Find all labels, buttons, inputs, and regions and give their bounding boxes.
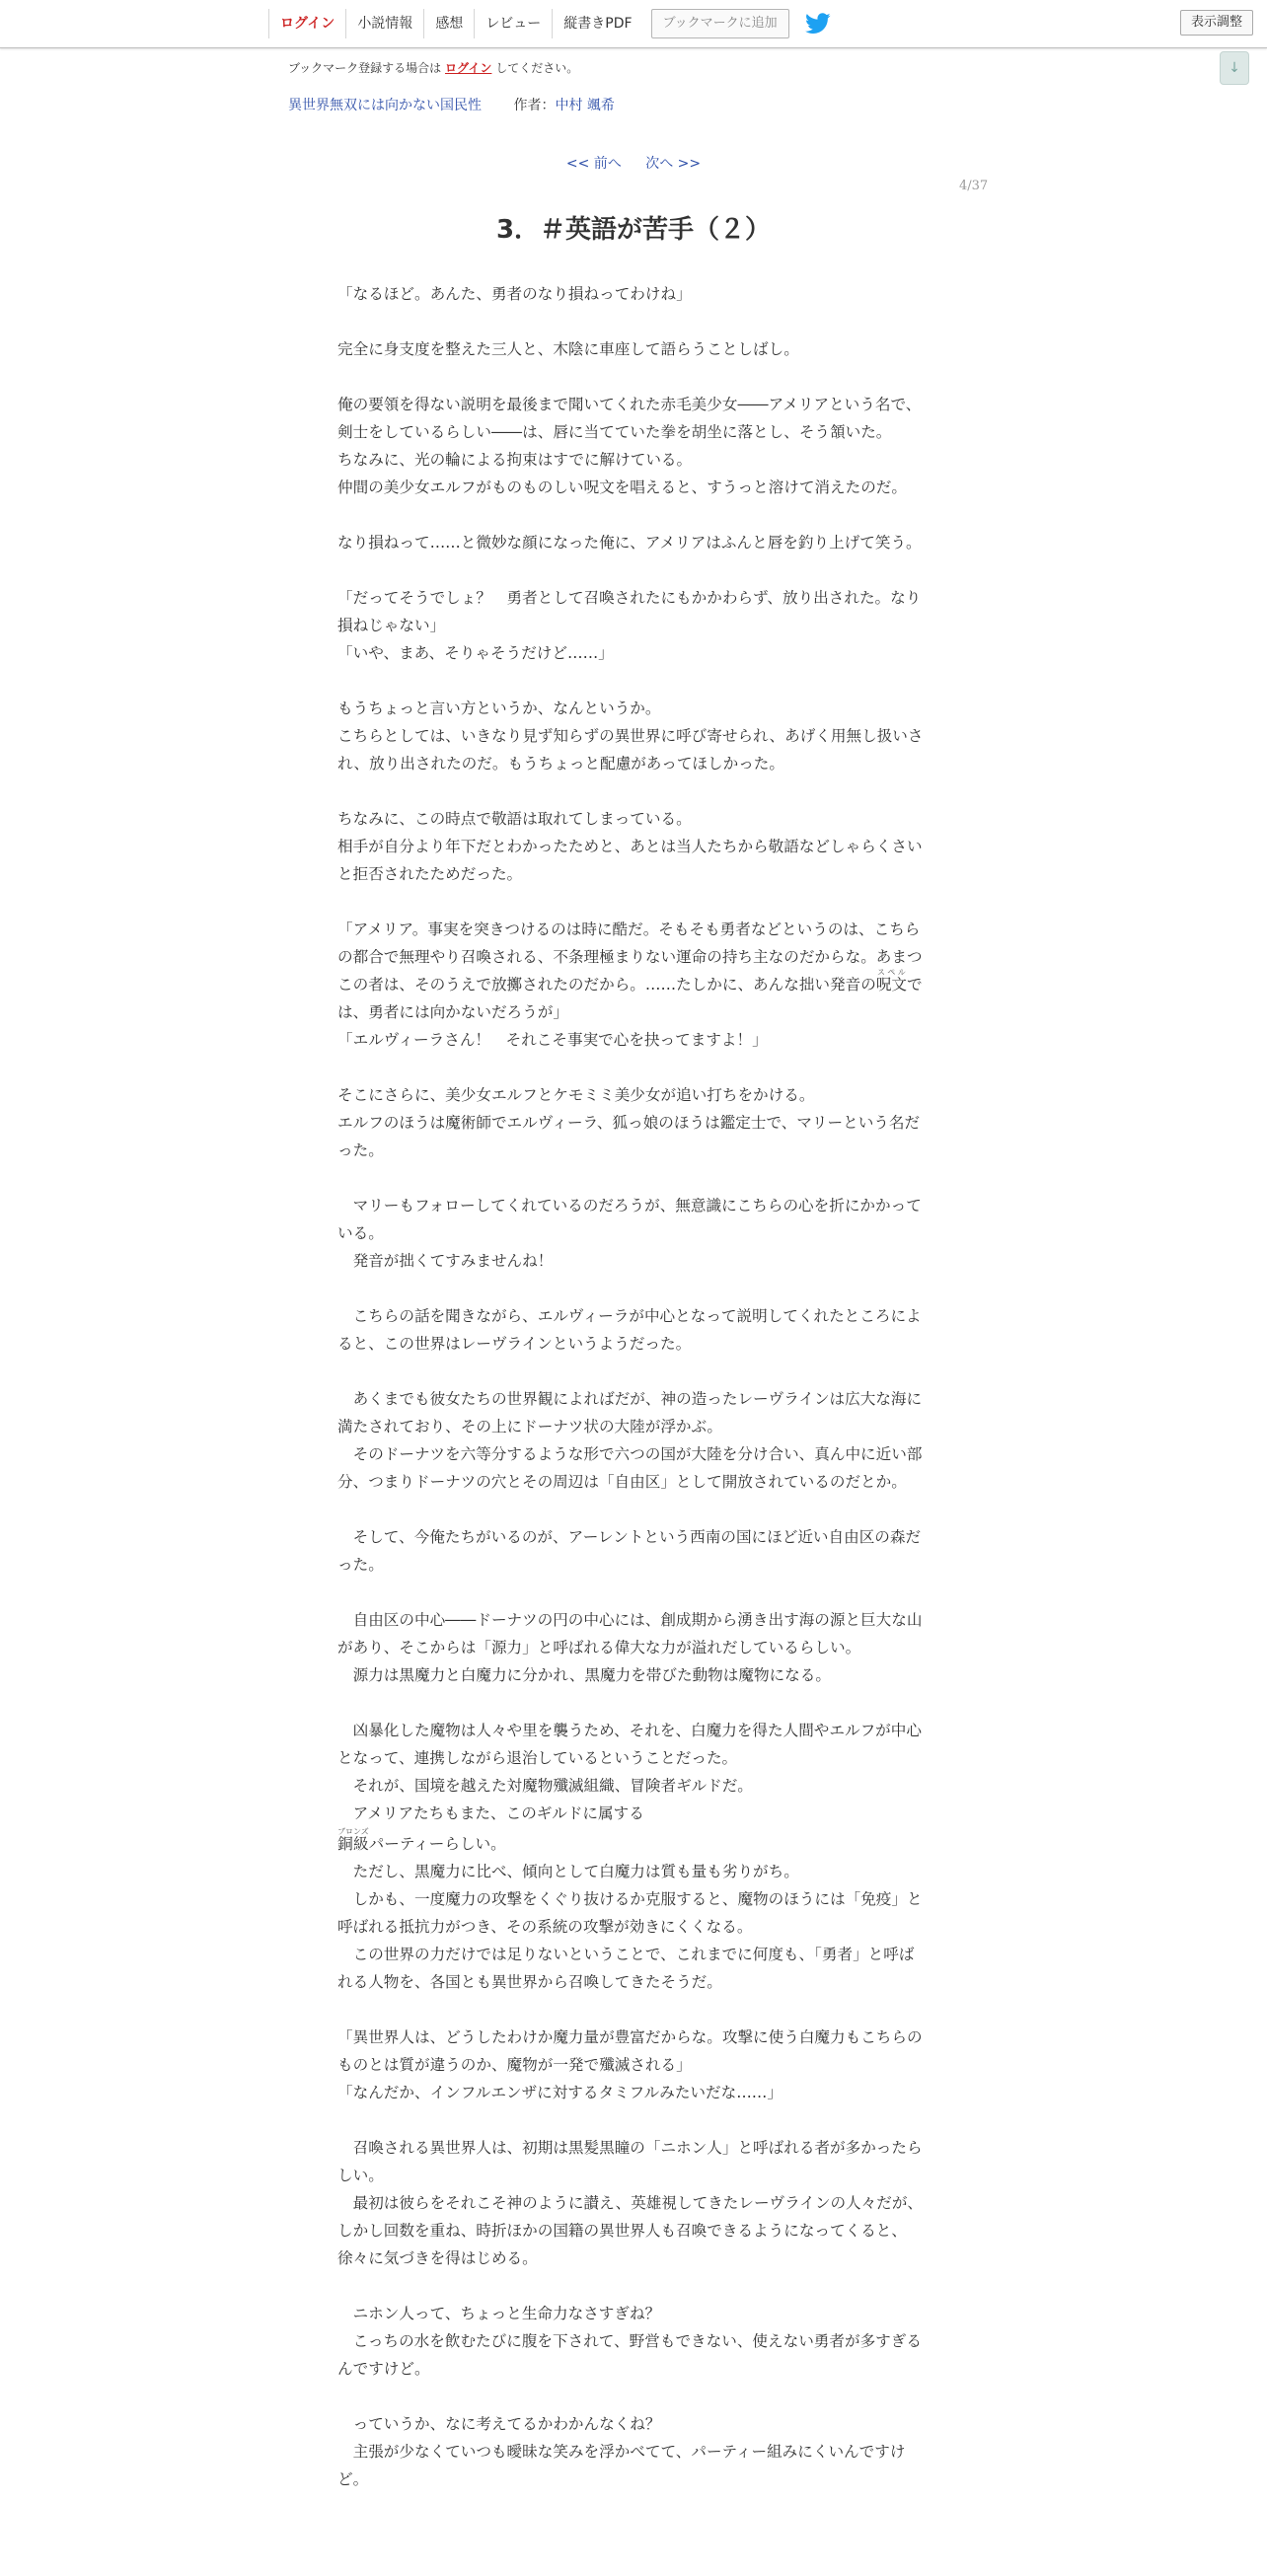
- paragraph-text: 「アメリア。事実を突きつけるのは時に酷だ。そもそも勇者などというのは、こちらの都合で無理やり召喚される、不条理極まりない運命の持ち主なのだからな。あまつこの者は、そのうえで放擲されたのだから。……たしかに、あんな拙い発音の: [337, 920, 923, 994]
- ruby-base: 呪文: [875, 976, 907, 994]
- paragraph: っていうか、なに考えてるかわかんなくね？: [337, 2415, 661, 2433]
- add-bookmark-button[interactable]: ブックマークに追加: [651, 9, 789, 38]
- paragraph: [337, 1054, 926, 1081]
- paragraph: もうちょっと言い方というか、なんというか。: [337, 699, 661, 717]
- paragraph-with-ruby: [337, 916, 926, 1026]
- paragraph: 「だってそうでしょ？ 勇者として召喚されたにもかかわらず、放り出された。なり損ねじゃない」: [337, 589, 922, 634]
- paragraph: ニホン人って、ちょっと生命力なさすぎね？: [337, 2305, 661, 2322]
- paragraph: そのドーナツを六等分するような形で六つの国が大陸を分け合い、真ん中に近い部分、つまりドーナツの穴とその周辺は「自由区」として開放されているのだとか。: [337, 1445, 923, 1491]
- paragraph: ちなみに、この時点で敬語は取れてしまっている。: [337, 810, 692, 828]
- nav-impressions[interactable]: 感想: [423, 9, 474, 38]
- top-nav: [268, 0, 831, 47]
- site-header: [0, 0, 1267, 48]
- paragraph: [337, 556, 926, 584]
- paragraph: なり損ねって……と微妙な顔になった俺に、アメリアはふんと唇を釣り上げて笑う。: [337, 534, 922, 552]
- paragraph: [337, 2272, 926, 2300]
- paragraph: 源力は黒魔力と白魔力に分かれ、黒魔力を帯びた動物は魔物になる。: [337, 1666, 831, 1684]
- author-label: 作者：: [513, 98, 556, 113]
- paragraph: [337, 888, 926, 916]
- paragraph-text-tail: では、勇者には向かないだろうが」: [337, 976, 923, 1021]
- paragraph: アメリアたちもまた、このギルドに属する: [337, 1804, 644, 1822]
- paragraph: 凶暴化した魔物は人々や里を襲うため、それを、白魔力を得た人間やエルフが中心となって、連携しながら退治しているということだった。: [337, 1722, 922, 1767]
- paragraph: ただし、黒魔力に比べ、傾向として白魔力は質も量も劣りがち。: [337, 1863, 799, 1880]
- page-count: 4/37: [959, 179, 989, 193]
- paragraph: [337, 1579, 926, 1606]
- notice-suffix: してください。: [495, 61, 579, 75]
- paragraph: [337, 1164, 926, 1192]
- paragraph: あくまでも彼女たちの世界観によればだが、神の造ったレーヴラインは広大な海に満たされており、その上にドーナツ状の大陸が浮かぶ。: [337, 1390, 923, 1435]
- nav-review[interactable]: レビュー: [474, 9, 552, 38]
- novel-info: [288, 95, 615, 114]
- paragraph: 「異世界人は、どうしたわけか魔力量が豊富だからな。攻撃に使う白魔力もこちらのものとは質が違うのか、魔物が一発で殲滅される」: [337, 2028, 923, 2074]
- paragraph: [337, 2548, 926, 2576]
- paragraph: 仲間の美少女エルフがものものしい呪文を唱えると、すうっと溶けて消えたのだ。: [337, 478, 907, 496]
- nav-vertical-pdf[interactable]: 縦書きPDF: [552, 9, 642, 38]
- author-link[interactable]: 中村 颯希: [555, 98, 615, 113]
- paragraph: この世界の力だけでは足りないということで、これまでに何度も、「勇者」と呼ばれる人物を、各国とも異世界から召喚してきたそうだ。: [337, 1946, 915, 1991]
- paragraph: そこにさらに、美少女エルフとケモミミ美少女が追い打ちをかける。: [337, 1086, 815, 1104]
- paragraph-text-tail: パーティーらしい。: [368, 1835, 506, 1853]
- next-link[interactable]: 次へ >>: [645, 156, 702, 172]
- paragraph: 「なるほど。あんた、勇者のなり損ねってわけね」: [337, 285, 692, 303]
- paragraph: ちなみに、光の輪による拘束はすでに解けている。: [337, 451, 693, 469]
- paragraph: エルフのほうは魔術師でエルヴィーラ、狐っ娘のほうは鑑定士で、マリーという名だった。: [337, 1114, 921, 1159]
- paragraph: 完全に身支度を整えた三人と、木陰に車座して語らうことしばし。: [337, 340, 799, 358]
- bookmark-notice: [288, 59, 578, 76]
- chapter-title: 3．＃英語が苦手（２）: [495, 215, 772, 245]
- paragraph: マリーもフォローしてくれているのだろうが、無意識にこちらの心を折にかかっている。: [337, 1197, 922, 1242]
- paragraph: [337, 1996, 926, 2024]
- paragraph: [337, 1496, 926, 1523]
- paragraph: 「エルヴィーラさん！ それこそ事実で心を抉ってますよ！」: [337, 1031, 768, 1049]
- twitter-icon[interactable]: [805, 13, 831, 35]
- display-settings-button[interactable]: 表示調整: [1180, 10, 1253, 36]
- paragraph: [337, 2521, 926, 2548]
- prev-link[interactable]: << 前へ: [565, 156, 622, 172]
- nav-novel-info[interactable]: 小説情報: [345, 9, 423, 38]
- paragraph-with-ruby: [337, 1827, 926, 1858]
- paragraph: [337, 501, 926, 529]
- paragraph: [337, 1689, 926, 1717]
- ruby-base: 銅級: [337, 1835, 369, 1853]
- notice-login-link[interactable]: ログイン: [445, 61, 492, 75]
- ruby-reading: スペル: [875, 968, 907, 977]
- paragraph: [337, 777, 926, 805]
- paragraph: それが、国境を越えた対魔物殲滅組織、冒険者ギルドだ。: [337, 1777, 753, 1795]
- ruby-spell: [875, 968, 907, 994]
- paragraph: 「なんだか、インフルエンザに対するタミフルみたいだな……」: [337, 2084, 783, 2101]
- paragraph: こちらとしては、いきなり見ず知らずの異世界に呼び寄せられ、あげく用無し扱いされ、放り出されたのだ。もうちょっと配慮があってほしかった。: [337, 727, 924, 773]
- chapter-body: [337, 280, 926, 2576]
- ruby-bronze: [337, 1827, 369, 1853]
- paragraph: 召喚される異世界人は、初期は黒髪黒瞳の「ニホン人」と呼ばれる者が多かったらしい。: [337, 2139, 923, 2184]
- paragraph: 発音が拙くてすみませんね！: [337, 1252, 554, 1270]
- paragraph: こっちの水を飲むたびに腹を下されて、野営もできない、使えない勇者が多すぎるんですけど。: [337, 2332, 922, 2378]
- paragraph: 「いや、まあ、そりゃそうだけど……」: [337, 644, 614, 662]
- paragraph: 俺の要領を得ない説明を最後まで聞いてくれた赤毛美少女――アメリアという名で、剣士をしているらしい――は、唇に当てていた拳を胡坐に落とし、そう頷いた。: [337, 396, 922, 441]
- paragraph: 自由区の中心――ドーナツの円の中心には、創成期から湧き出す海の源と巨大な山があり、そこからは「源力」と呼ばれる偉大な力が溢れだしているらしい。: [337, 1611, 923, 1656]
- ruby-reading: ブロンズ: [337, 1827, 369, 1836]
- nav-login[interactable]: ログイン: [268, 9, 345, 38]
- paragraph: そして、今俺たちがいるのが、アーレントという西南の国にほど近い自由区の森だった。: [337, 1528, 922, 1574]
- notice-prefix: ブックマーク登録する場合は: [288, 61, 442, 75]
- paragraph: こちらの話を聞きながら、エルヴィーラが中心となって説明してくれたところによると、この世界はレーヴラインというようだった。: [337, 1307, 922, 1353]
- paragraph: 相手が自分より年下だとわかったためと、あとは当人たちから敬語などしゃらくさいと拒否されたためだった。: [337, 838, 923, 883]
- scroll-down-button[interactable]: ↓: [1220, 51, 1249, 85]
- paragraph: [337, 667, 926, 695]
- paragraph: [337, 308, 926, 335]
- paragraph: [337, 2106, 926, 2134]
- paragraph: しかも、一度魔力の攻撃をくぐり抜けるか克服すると、魔物のほうには「免疫」と呼ばれる抵抗力がつき、その系統の攻撃が効きにくくなる。: [337, 1890, 923, 1936]
- paragraph: 主張が少なくていつも曖昧な笑みを浮かべてて、パーティー組みにくいんですけど。: [337, 2443, 906, 2488]
- paragraph: 最初は彼らをそれこそ神のように讃え、英雄視してきたレーヴラインの人々だが、しかし回数を重ね、時折ほかの国籍の異世界人も召喚できるようになってくると、徐々に気づきを得はじめる。: [337, 2194, 924, 2267]
- paragraph: [337, 363, 926, 391]
- novel-title-link[interactable]: 異世界無双には向かない国民性: [288, 98, 482, 113]
- paragraph: [337, 2383, 926, 2410]
- paragraph: [337, 1275, 926, 1302]
- pager: [0, 153, 1267, 173]
- paragraph: [337, 1358, 926, 1385]
- paragraph: [337, 2493, 926, 2521]
